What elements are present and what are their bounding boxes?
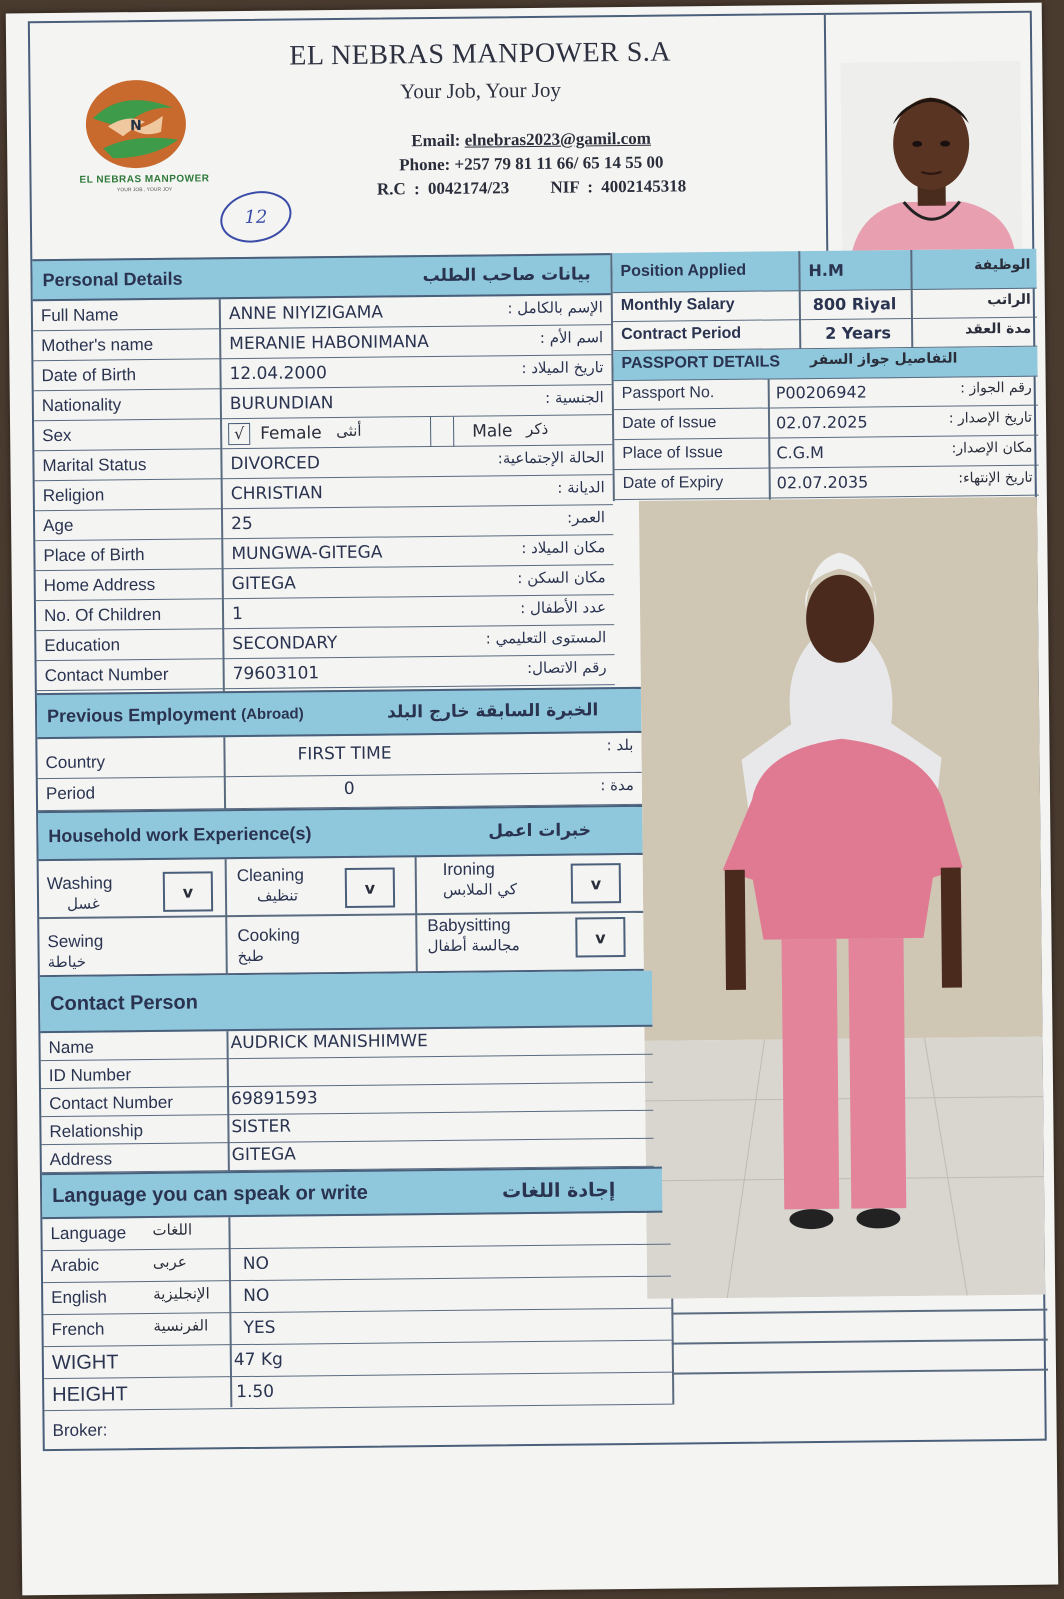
country-label: Country [45,752,106,773]
female-checkbox[interactable]: √ [228,423,250,445]
sex-field [220,415,612,449]
personal-row-label-ar: تاريخ الميلاد : [521,358,604,378]
period-label-ar: مدة : [600,775,634,795]
personal-row-value: 1 [231,604,243,625]
male-label: Male [472,421,513,442]
company-registration [322,176,742,200]
contract-row [613,318,1037,351]
personal-row-label-ar: مكان الميلاد : [521,538,606,558]
passport-row-label-ar: تاريخ الإصدار : [948,409,1033,427]
form-header [30,15,828,259]
rc-number: R.C : 0042174/23 [376,178,510,199]
personal-row-label: Mother's name [41,334,154,356]
passport-row-label-ar: مكان الإصدار: [951,439,1033,457]
handwritten-mark-text: 12 [244,206,268,228]
personal-row-label: Education [44,635,121,656]
application-form-sheet [6,3,1059,1596]
babysitting-checkbox[interactable]: v [575,917,625,958]
contact-person-header [40,971,653,1033]
personal-row-value: BURUNDIAN [229,393,334,415]
sewing-label: Sewing [47,931,104,952]
language-row-value: YES [243,1317,276,1339]
language-row-label: Language [50,1223,127,1244]
ironing-checkbox[interactable]: v [571,863,621,904]
contact-row-value: SISTER [231,1116,292,1138]
washing-label: Washing [46,873,113,894]
handwritten-mark [218,186,297,245]
personal-row-label: Marital Status [42,455,147,476]
female-label-ar: أنثى [336,421,362,441]
photo-bottom-line-1 [671,1309,1047,1314]
nif-number: NIF : 4002145318 [550,176,687,197]
passport-row [614,377,1038,410]
email-label: Email: [411,130,461,151]
contact-row-label: Address [49,1149,113,1170]
household-col-1 [225,859,228,975]
languages-header [42,1167,662,1219]
personal-details-title-ar: بيانات صاحب الطلب [422,264,591,287]
babysitting-skill [427,914,520,955]
cleaning-checkbox[interactable]: v [345,867,395,908]
passport-row [615,467,1039,500]
personal-row-label: Age [43,515,74,536]
contact-row-label: ID Number [48,1065,132,1086]
personal-row [37,655,615,691]
personal-row-label-ar: الإسم بالكامل : [507,298,603,318]
passport-row-label: Passport No. [621,384,715,403]
country-value: FIRST TIME [297,743,392,765]
previous-employment-header [37,687,641,739]
personal-row-label-ar: العمر: [566,508,606,527]
language-row-label-ar: اللغات [152,1220,193,1239]
weight-value: 47 Kg [233,1349,283,1371]
contact-row-value: GITEGA [231,1144,296,1166]
contact-row-value: 69891593 [231,1088,318,1110]
female-label: Female [260,423,322,444]
personal-row-value: CHRISTIAN [230,483,323,505]
household-title-ar: خبرات اعمل [488,820,592,842]
personal-row-label: Sex [42,425,72,446]
passport-row-label-ar: تاريخ الإنتهاء: [958,469,1033,487]
passport-row-label-ar: رقم الجواز : [960,379,1032,397]
company-logo-icon [82,78,189,171]
personal-row-value: 12.04.2000 [229,363,327,385]
language-row-label: English [51,1287,108,1308]
personal-row-label: Place of Birth [43,545,145,566]
photo-bottom-line-2 [672,1339,1048,1344]
sewing-label-ar: خياطة [47,952,87,972]
language-row-value: NO [242,1253,270,1275]
male-checkbox[interactable] [430,417,454,447]
personal-row-value: GITEGA [231,573,296,595]
sewing-skill [47,930,103,971]
previous-employment-title: Previous Employment [46,703,237,726]
languages-title: Language you can speak or write [52,1181,368,1207]
svg-text:N: N [129,118,142,135]
height-label: HEIGHT [52,1383,128,1407]
contact-row-label: Contact Number [49,1092,174,1114]
contract-label-ar: مدة العقد [965,320,1032,338]
personal-row-label: Date of Birth [41,365,137,386]
household-grid-midline [39,911,643,919]
passport-header [613,347,1037,381]
salary-row [613,289,1037,322]
email-value: elnebras2023@gamil.com [464,128,651,150]
cleaning-label: Cleaning [236,865,304,886]
personal-row-value: DIVORCED [230,453,321,475]
ironing-label-ar: كي الملابس [442,880,518,899]
weight-label: WIGHT [51,1351,119,1375]
logo-text: EL NEBRAS MANPOWER [79,173,210,186]
cleaning-label-ar: تنظيف [256,886,299,905]
washing-skill [47,872,113,913]
passport-row-label: Date of Expiry [622,473,724,493]
language-row-label: French [51,1319,105,1340]
contact-row-label: Relationship [49,1121,144,1142]
photo-bottom-line-3 [672,1369,1048,1374]
passport-title: PASSPORT DETAILS [621,353,781,373]
contact-row-value: AUDRICK MANISHIMWE [230,1031,428,1054]
personal-row-label: No. Of Children [43,604,162,626]
logo-subtext: YOUR JOB , YOUR JOY [116,186,173,194]
passport-row-value: 02.07.2035 [776,472,869,493]
company-email [321,128,741,152]
washing-label-ar: غسل [66,894,100,913]
position-label: Position Applied [620,261,747,281]
cooking-label-ar: طبخ [237,946,264,966]
salary-label: Monthly Salary [620,295,735,315]
broker-label: Broker: [52,1420,108,1441]
personal-row-label-ar: رقم الاتصال: [526,658,607,678]
personal-row-label-ar: عدد الأطفال : [520,598,607,618]
company-phone: Phone: +257 79 81 11 66/ 65 14 55 00 [399,152,664,175]
height-value: 1.50 [236,1381,275,1403]
passport-row-value: C.G.M [776,442,825,463]
personal-row-label: Home Address [43,574,156,596]
salary-value: 800 Riyal [812,294,897,315]
ironing-label: Ironing [442,859,495,879]
passport-row-label: Place of Issue [622,443,723,463]
personal-row-label-ar: الديانة : [557,478,605,497]
personal-details-title: Personal Details [42,268,183,290]
male-label-ar: ذكر [526,419,549,439]
cooking-skill [237,924,300,965]
languages-title-ar: إجادة اللغات [501,1179,616,1203]
passport-row-label: Date of Issue [621,414,717,433]
personal-row-value: MERANIE HABONIMANA [229,332,429,355]
passport-row [614,437,1038,470]
passport-title-ar: التفاصيل جواز السفر [809,350,958,369]
personal-row-value: MUNGWA-GITEGA [231,542,383,565]
contract-label: Contract Period [621,324,742,344]
personal-row-label-ar: المستوى التعليمي : [485,628,607,648]
period-label: Period [45,783,96,804]
washing-checkbox[interactable]: v [163,871,213,912]
household-grid [39,855,644,977]
language-row-value: NO [243,1285,270,1307]
ironing-skill [443,858,517,899]
contact-row-label: Name [48,1037,95,1058]
personal-row-label: Full Name [40,305,119,326]
personal-row-value: SECONDARY [232,633,338,655]
personal-row-value: ANNE NIYIZIGAMA [228,302,384,325]
position-value: H.M [808,260,844,281]
position-label-ar: الوظيفة [974,256,1031,274]
contract-value: 2 Years [825,323,892,343]
previous-country-row [37,733,641,779]
cooking-label: Cooking [237,925,300,946]
personal-row-value: 79603101 [232,663,320,685]
country-label-ar: بلد : [606,735,634,755]
company-slogan: Your Job, Your Joy [400,77,562,104]
language-row-label-ar: الإنجليزية [153,1284,210,1303]
period-value: 0 [343,778,355,799]
babysitting-label: Babysitting [427,915,511,936]
passport-row-value: 02.07.2025 [775,412,868,433]
passport-row-value: P00206942 [775,382,867,403]
passport-row [614,407,1038,440]
personal-row-label: Religion [42,485,105,506]
company-name: EL NEBRAS MANPOWER S.A [289,36,672,72]
personal-row-label-ar: اسم الأم : [539,328,604,347]
language-row-label: Arabic [50,1255,100,1276]
babysitting-label-ar: مجالسة أطفال [427,936,520,956]
previous-employment-title-small: (Abroad) [241,704,304,723]
applicant-full-photo [639,497,1045,1299]
salary-label-ar: الراتب [987,291,1031,309]
personal-row-label-ar: مكان السكن : [517,568,606,588]
household-header [38,805,642,861]
cleaning-skill [237,864,305,905]
language-row-label-ar: الفرنسية [153,1316,209,1335]
household-col-2 [415,857,418,973]
language-row-label-ar: عربى [152,1252,187,1271]
photo-bottom-divider [671,1299,674,1405]
personal-row-label-ar: الجنسية : [544,388,604,407]
personal-details-header [32,253,610,301]
personal-row-label-ar: الحالة الإجتماعية: [497,448,605,468]
personal-row-label: Nationality [41,395,122,416]
position-row [612,249,1036,293]
household-title: Household work Experience(s) [48,822,312,846]
contact-person-title: Contact Person [50,991,199,1015]
applicant-portrait [840,61,1022,251]
personal-row-label: Contact Number [44,664,169,686]
personal-row-value: 25 [231,513,253,535]
previous-employment-title-ar: الخبرة السابقة خارج البلد [386,700,599,723]
form-frame [28,11,1047,1451]
